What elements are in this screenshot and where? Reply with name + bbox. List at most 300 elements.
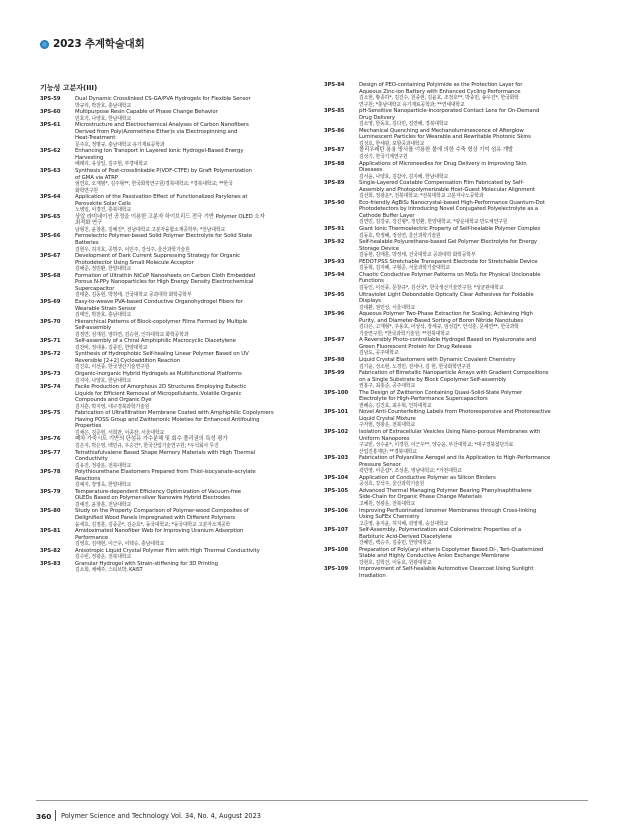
entry-title-line: Ferroelectric Polymer-based Solid Polymer Electrolyte for Solid State <box>75 233 252 240</box>
entry-title-line: Polythiourethane Elastomers Prepared from Thiol-isocyanate-acrylate <box>75 469 256 476</box>
entry-authors-line: 김소희, 채혜주, 스티브박, KAIST <box>75 567 143 574</box>
entry-code: 3PS-100 <box>324 389 349 396</box>
entry-authors-line: 박규리, 박찬호, 충남대학교 <box>75 102 131 109</box>
entry-authors-line: 화학연구원 <box>75 187 98 194</box>
abstract-entry <box>324 200 596 226</box>
entry-content <box>75 194 310 214</box>
entry-content <box>75 122 310 148</box>
entry-code: 3PS-83 <box>40 560 61 567</box>
entry-title-line: Dual Dynamic Crosslinked CS-GA/PVA Hydrogels for Flexible Sensor <box>75 96 251 102</box>
abstract-entry <box>324 226 596 239</box>
entry-title-line: 최적화 연구 <box>75 220 103 227</box>
entry-code: 3PS-77 <box>40 449 61 456</box>
entry-title-line: Reactions <box>75 475 101 482</box>
entry-authors-line: 김동호, 박정혜, 정성연, 울산과학기술원 <box>359 232 441 239</box>
entry-content <box>75 273 310 299</box>
abstract-entry <box>324 547 596 567</box>
page-number: 360 <box>36 812 52 821</box>
entry-title-line: Design of PEO-containing Polyimide as the Protection Layer for <box>359 82 523 88</box>
entry-code: 3PS-87 <box>324 147 345 154</box>
abstract-entry <box>324 409 596 429</box>
entry-authors-line: 강현호, 김학건, 이동호, 원광대학교 <box>359 559 432 566</box>
entry-title-line: Development of Dark Current Suppressing Strategy for Organic <box>75 253 241 260</box>
entry-content <box>75 436 310 449</box>
entry-title-line: Improvement of Self-healable Automotive Clearcoat Using Sunlight <box>359 566 534 573</box>
entry-content <box>359 429 594 455</box>
entry-authors-line: 김찬비, 정대용, 김종민, 한양대학교 <box>75 344 148 351</box>
abstract-entry <box>40 148 312 168</box>
entry-title-line: Having POSS Group and Zwitterionic Moieties for Enhanced Antifouling <box>75 416 260 423</box>
entry-title-line: 상압 라미네이션 공정을 이용한 고분자 하이브리드 전극 기반 Polymer OLED 소자 <box>75 213 265 220</box>
entry-title-line: Ultraviolet Light Debondable Optically Clear Adhesives for Foldable <box>359 291 534 298</box>
entry-content <box>359 226 594 239</box>
entry-content <box>75 450 310 470</box>
entry-title-line: Organic-inorganic Hybrid Hydrogels as Multifunctional Platforms <box>75 370 242 377</box>
entry-authors-line: 김지훈, 박지영, 대구경북과학기술원 <box>75 403 150 410</box>
entry-code: 3PS-107 <box>324 527 349 534</box>
entry-authors-line: 곽민영, 이준섭*, 조성훈, 영남대학교; *가천대학교 <box>359 468 462 475</box>
entry-code: 3PS-71 <box>40 338 61 345</box>
abstract-entry <box>40 338 312 351</box>
entry-title-line: Novel Anti-Counterfeiting Labels from Photoresponsive and Photoreactive <box>359 409 551 416</box>
entry-code: 3PS-66 <box>40 233 61 240</box>
abstract-entry <box>324 357 596 370</box>
entry-title-line: Displays <box>359 298 381 305</box>
abstract-entry <box>40 299 312 319</box>
abstract-entry <box>40 253 312 273</box>
entry-title-line: Aqueous Zinc-ion Battery with Enhanced Cycling Performance <box>359 88 521 95</box>
entry-title-line: Uniform Nanopores <box>359 435 410 442</box>
entry-title-line: Liquid Crystal Mixture <box>359 415 416 422</box>
entry-code: 3PS-84 <box>324 82 345 88</box>
abstract-entry <box>40 371 312 384</box>
entry-content <box>75 561 310 574</box>
entry-title-line: Hierarchical Patterns of Block-copolymer Films Formed by Multiple <box>75 318 248 325</box>
entry-title-line: A Reversibly Photo-controllable Hydrogel Based on Hyaluronate and <box>359 337 536 344</box>
abstract-entry <box>324 475 596 488</box>
entry-code: 3PS-90 <box>324 199 345 206</box>
entry-title-line: Formation of Ultrathin NiCoP Nanosheets on Carbon Cloth Embedded <box>75 272 256 279</box>
left-entry-list <box>40 96 312 574</box>
entry-code: 3PS-97 <box>324 337 345 344</box>
entry-authors-line: 민호기, 나양호, 한남대학교 <box>75 115 131 122</box>
abstract-entry <box>40 109 312 122</box>
abstract-entry <box>324 455 596 475</box>
entry-authors-line: 기술연구원; *한국과학기술원; **전북대학교 <box>359 330 450 337</box>
entry-title-line: Green Fluorescent Protein for Drug Release <box>359 343 472 350</box>
entry-authors-line: 김영호, 김태현, 이근우, 이택승, 충남대학교 <box>75 541 165 548</box>
entry-title-line: Single-Layered Coatable Compensation Film Fabricated by Self- <box>359 180 524 187</box>
abstract-entry <box>40 168 312 194</box>
entry-content <box>75 489 310 509</box>
entry-title-line: Study on the Property Comparison of Polymer-wood Composites of <box>75 508 249 515</box>
left-column <box>40 82 312 574</box>
entry-code: 3PS-61 <box>40 122 61 129</box>
entry-authors-line: 김현우, 허지호, 공명주, 이민주, 강석주, 울산과학기술원 <box>75 246 190 253</box>
entry-code: 3PS-59 <box>40 96 61 102</box>
entry-content <box>359 390 594 410</box>
entry-title-line: Fabrication of Polyaniline Aerogel and its Application to High-Performance <box>359 455 551 462</box>
entry-title-line: Microstructure and Electrochemical Analyses of Carbon Nanofibers <box>75 122 249 129</box>
entry-authors-line: 김수빈, 정광운, 전북대학교 <box>75 554 131 561</box>
entry-title-line: Application of Conductive Polymer as Silicon Binders <box>359 474 496 481</box>
entry-authors-line: 고혜원, 정광운, 전북대학교 <box>359 501 415 507</box>
entry-title-line: Self-healable Polyurethane-based Gel Polymer Electrolyte for Energy <box>359 239 538 246</box>
entry-authors-line: 김성기, 한국기계연구원 <box>359 154 408 161</box>
entry-code: 3PS-85 <box>324 108 345 115</box>
abstract-entry <box>324 527 596 547</box>
entry-authors-line: 김동인, 이선종, 문창규*, 김선국*, 한국생산기술연구원; *성균관대학교 <box>359 284 504 291</box>
entry-code: 3PS-74 <box>40 384 61 391</box>
entry-title-line: Supercapacitor <box>75 285 115 292</box>
entry-authors-line: 김다은, 고재형*, 주용호, 이상석, 장세규, 임성갑*, 안석훈, 문세연**, 한국과학 <box>359 324 519 331</box>
entry-title-line: Self-assembly <box>75 325 112 332</box>
entry-code: 3PS-93 <box>324 258 345 265</box>
entry-title-line: Isolation of Extracellular Vesicles Using Nano-porous Membranes with <box>359 428 541 435</box>
entry-authors-line: 김대환, 권민상, 서울대학교 <box>359 304 415 311</box>
journal-citation: Polymer Science and Technology Vol. 34, No. 4, August 2023 <box>61 812 262 820</box>
entry-code: 3PS-73 <box>40 370 61 377</box>
entry-code: 3PS-68 <box>40 272 61 279</box>
entry-code: 3PS-80 <box>40 508 61 515</box>
entry-content <box>75 109 310 122</box>
entry-code: 3PS-108 <box>324 546 349 553</box>
entry-title-line: Perovskite Solar Cells <box>75 200 131 207</box>
entry-title-line: Derived from Poly(Azomethine Ether)s via Electrospinning and <box>75 128 238 135</box>
entry-title-line: Application of the Passivation Effect of Functionalized Parylenes at <box>75 194 248 201</box>
entry-title-line: Liquid Crystal Elastomers with Dynamic Covalent Chemistry <box>359 356 516 363</box>
entry-content <box>75 351 310 371</box>
entry-title-line: Performance <box>75 534 109 541</box>
entry-content <box>75 508 310 528</box>
entry-content <box>75 371 310 384</box>
abstract-entry <box>324 488 596 508</box>
abstract-entry <box>40 436 312 449</box>
abstract-entry <box>324 180 596 200</box>
entry-content <box>75 214 310 234</box>
entry-code: 3PS-76 <box>40 436 61 443</box>
entry-code: 3PS-94 <box>324 271 345 278</box>
entry-code: 3PS-86 <box>324 127 345 134</box>
entry-title-line: Self-assembly of a Chiral Amphiphilic Macrocyclic Diacetylene <box>75 338 236 345</box>
entry-title-line: Irradiation <box>359 573 386 580</box>
entry-authors-line: 김예지, 장영욱, 한양대학교 <box>75 482 131 489</box>
entry-content <box>359 239 594 259</box>
entry-authors-line: 구자현, 정광운, 전북대학교 <box>359 422 415 429</box>
entry-authors-line: 김기윤, 성소현, 노경민, 전세나, 김 현, 한국화학연구원 <box>359 363 471 370</box>
entry-title-line: Assembly and Photopolymerizable Host-Guest Molecular Alignment <box>359 186 535 193</box>
entry-title-line: 폴리우레탄 용융 방사를 이용한 물에 의한 수축 형상 기억 섬유 개발 <box>359 147 514 154</box>
entry-authors-line: 김유진, 정광운, 전북대학교 <box>75 462 131 469</box>
entry-authors-line: 김예진, 윤창훈, 전남대학교 <box>75 501 131 508</box>
entry-title-line: Self-Assembly, Polymerization and Colorimetric Properties of a <box>359 527 522 534</box>
entry-content <box>359 527 594 547</box>
entry-title-line: Storage Device <box>359 245 399 252</box>
entry-title-line: Aqueous Polymer Two-Phase Extraction for Scaling, Achieving High <box>359 311 533 318</box>
entry-code: 3PS-92 <box>324 239 345 246</box>
entry-title-line: Luminescent Particles for Wearable and Rewritable Photonic Skins <box>359 134 531 141</box>
entry-content <box>75 469 310 489</box>
entry-title-line: Diseases <box>359 167 383 174</box>
entry-authors-line: 노병일, 이경진, 충북대학교 <box>75 207 131 214</box>
entry-content <box>75 319 310 339</box>
abstract-entry <box>324 272 596 292</box>
entry-title-line: Stable and Highly Conductive Anion Exchange Membrane <box>359 553 510 560</box>
entry-code: 3PS-109 <box>324 566 349 573</box>
entry-content <box>359 337 594 357</box>
entry-code: 3PS-78 <box>40 469 61 476</box>
abstract-entry <box>324 108 596 128</box>
entry-title-line: Barbituric Acid-Derived Diacetylene <box>359 533 452 540</box>
entry-code: 3PS-72 <box>40 351 61 358</box>
abstract-entry <box>324 311 596 337</box>
entry-code: 3PS-70 <box>40 318 61 325</box>
entry-authors-line: 김연민, 김강규, 강진형*, 정민환, 한양대학교; *광운대학교 반도체연구원 <box>359 219 508 226</box>
entry-title-line: Facile Production of Amorphous 2D Structures Employing Eutectic <box>75 384 247 391</box>
abstract-entry <box>324 429 596 455</box>
abstract-entry <box>324 292 596 312</box>
entry-authors-line: 강혜민, 백승주, 김종민, 한양대학교 <box>359 540 432 547</box>
entry-authors-line: 권혜승, 김진호, 최우혁, 인하대학교 <box>359 402 432 409</box>
entry-content <box>359 508 594 528</box>
entry-content <box>359 370 594 390</box>
entry-title-line: Fabrication of Bimetallic Nanoparticle Arrays with Gradient Compositions <box>359 370 549 377</box>
entry-authors-line: 문주호, 정명규, 충남대학교 유기재료공학과 <box>75 141 165 148</box>
footer-divider <box>36 800 588 801</box>
entry-title-line: Eco-friendly AgBiS₂ Nanocrystal-based High-Performance Quantum-Dot <box>359 199 545 206</box>
entry-title-line: Using SuFEx Chemistry <box>359 514 420 521</box>
entry-content <box>75 528 310 548</box>
entry-title-line: Preparation of Poly(aryl ether)s Copolymer Based Di-, Tert-Quaternized <box>359 546 544 553</box>
entry-title-line: Compounds and Organic Dye <box>75 397 152 404</box>
entry-code: 3PS-91 <box>324 226 345 233</box>
entry-code: 3PS-81 <box>40 528 61 535</box>
entry-code: 3PS-79 <box>40 488 61 495</box>
entry-title-line: Synthesis of Hydrophobic Self-healing Linear Polymer Based on UV <box>75 351 249 358</box>
entry-title-line: Purity, and Diameter-Based Sorting of Boron Nitride Nanotubes <box>359 317 524 324</box>
entry-authors-line: 김동혁, 김지혜, 구형준, 서울과학기술대학교 <box>359 265 450 272</box>
entry-authors-line: 김은지, 박은영, 백민규, 우승건*, 한국산업기술연구원; *우석회사 무진 <box>75 442 219 449</box>
entry-authors-line: 고준영, 용지윤, 허지혜, 곽영제, 숭실대학교 <box>359 520 449 527</box>
entry-content <box>75 168 310 194</box>
entry-title-line: Batteries <box>75 240 99 247</box>
entry-content <box>359 455 594 475</box>
entry-title-line: Improving Perfluorinated Ionomer Membranes through Cross-linking <box>359 507 537 514</box>
entry-authors-line: 연구원; *충남대학교 유기재료공학과; **연세대학교 <box>359 101 465 108</box>
entry-title-line: of GMA via ATRP <box>75 174 118 181</box>
entry-authors-line: 김진호, 이선종, 한국생산기술연구원 <box>75 364 150 371</box>
entry-content <box>75 253 310 273</box>
entry-code: 3PS-64 <box>40 194 61 201</box>
entry-content <box>359 147 594 160</box>
entry-title-line: Delignified Wood Panels Impregnated with Different Polymers <box>75 515 236 521</box>
entry-code: 3PS-65 <box>40 213 61 220</box>
abstract-entry <box>40 233 312 253</box>
abstract-entry <box>40 96 312 109</box>
abstract-entry <box>324 82 596 108</box>
entry-code: 3PS-95 <box>324 291 345 298</box>
abstract-entry <box>40 194 312 214</box>
entry-title-line: Pressure Sensor <box>359 461 401 468</box>
entry-title-line: Photodetectors by Introducing Novel Conjugated Polyelectrolyte as a <box>359 206 538 213</box>
abstract-entry <box>40 273 312 299</box>
entry-code: 3PS-75 <box>40 410 61 417</box>
abstract-entry <box>40 410 312 436</box>
entry-code: 3PS-103 <box>324 455 349 462</box>
entry-code: 3PS-101 <box>324 409 349 416</box>
entry-code: 3PS-99 <box>324 370 345 377</box>
abstract-entry <box>324 161 596 181</box>
page-header-title: 2023 추계학술대회 <box>53 38 145 50</box>
entry-title-line: pH-Sensitive Nanoparticle-Incorporated Contact Lens for On-Demand <box>359 108 540 115</box>
entry-content <box>75 384 310 410</box>
entry-title-line: Mechanical Quenching and Mechanoluminescence of Afterglow <box>359 127 524 134</box>
entry-title-line: Advanced Thermal Managing Polymer Bearing Phenylnaphthalene <box>359 487 532 494</box>
entry-content <box>359 292 594 312</box>
entry-content <box>359 566 594 579</box>
entry-title-line: on a Single Substrate by Block Copolymer Self-assembly <box>359 376 507 383</box>
entry-content <box>75 338 310 351</box>
abstract-entry <box>324 147 596 160</box>
entry-authors-line: 김소현, 황종하*, 김진수, 원종현, 김윤호, 조정호**, 박종민, 송우진*, 한국화학 <box>359 95 519 102</box>
entry-authors-line: 김동현, 김태훈, 박정태, 건국대학교 공과대학 화학공학부 <box>359 252 476 259</box>
entry-authors-line: 구교빈, 성수윤*, 이경원, 이근우**, 양승윤, 부산대학교; *대구경북첨단의료 <box>359 442 514 449</box>
entry-title-line: Easy-to-weave PVA-based Conductive Organohydrogel Fibers for <box>75 298 243 305</box>
abstract-entry <box>40 351 312 371</box>
entry-authors-line: 권홍구, 최홍준, 공주대학교 <box>359 383 415 390</box>
entry-title-line: Reversible [2+2] Cycloaddition Reaction <box>75 357 181 364</box>
entry-content <box>359 128 594 148</box>
entry-authors-line: 김소영, 한동호, 김다민, 김연해, 경북대학교 <box>359 121 449 128</box>
entry-content <box>359 259 594 272</box>
entry-title-line: The Design of Zwitterion Containing Quasi-Solid-State Polymer <box>359 389 523 396</box>
entry-authors-line: 김지아, 나양호, 한남대학교 <box>75 377 131 384</box>
entry-authors-line: 김선희, 정광운*, 전북대학교; *전북대학교 고분자나노공학과 <box>359 193 484 200</box>
abstract-entry <box>40 561 312 574</box>
entry-content <box>359 200 594 226</box>
entry-authors-line: 김채은, 김준현, 서희찬, 이종찬, 서울대학교 <box>75 429 165 436</box>
entry-code: 3PS-89 <box>324 180 345 187</box>
abstract-entry <box>324 239 596 259</box>
entry-content <box>359 82 594 108</box>
entry-content <box>75 299 310 319</box>
entry-title-line: Photodetector Using Small Molecule Acceptor <box>75 259 194 266</box>
entry-content <box>75 148 310 168</box>
entry-title-line: Conductivity <box>75 456 108 463</box>
abstract-entry <box>324 566 596 579</box>
entry-code: 3PS-88 <box>324 160 345 167</box>
abstract-entry <box>324 128 596 148</box>
entry-code: 3PS-105 <box>324 487 349 494</box>
entry-title-line: Fabrication of Ultrafiltration Membrane Coated with Amphiphilic Copolymers <box>75 410 274 417</box>
entry-code: 3PS-102 <box>324 428 349 435</box>
entry-title-line: Temperature-dependent Efficiency Optimization of Vacuum-free <box>75 488 242 495</box>
entry-title-line: PEDOT:PSS Stretchable Transparent Electrode for Stretchable Device <box>359 258 538 265</box>
entry-title-line: Wearable Strain Sensor <box>75 305 137 312</box>
entry-title-line: Applications of Microneedles for Drug Delivery in Improving Skin <box>359 160 527 167</box>
abstract-entry <box>324 259 596 272</box>
entry-code: 3PS-82 <box>40 547 61 554</box>
entry-content <box>359 161 594 181</box>
entry-authors-line: 공성호, 강석주, 울산과학기술원 <box>359 481 425 488</box>
entry-authors-line: 김남도, 공주대학교 <box>359 350 399 357</box>
section-title: 기능성 고분자(III) <box>40 84 98 92</box>
right-column <box>324 82 596 580</box>
footer-separator <box>55 810 56 821</box>
entry-title-line: Anisotropic Liquid Crystal Polymer Film with High Thermal Conductivity <box>75 547 260 554</box>
abstract-entry <box>40 489 312 509</box>
entry-title-line: 폐차 가죽시트 기반의 단섬유 가수분해 및 회수 폴리권의 특성 평가 <box>75 436 228 443</box>
entry-title-line: Synthesis of Post-crosslinkable P(VDF-CTFE) by Graft Polymerization <box>75 168 252 175</box>
entry-content <box>359 272 594 292</box>
entry-authors-line: 엄연호, 오재범*, 김주형**, 한국화학연구원/경북대학교; *경북대학교; **한국 <box>75 181 233 188</box>
entry-title-line: Multipurpose Resin Capable of Phase Change Behavior <box>75 109 218 116</box>
entry-authors-line: 김정연, 심재원, 염하연, 김승현, 인하대학교 화학공학과 <box>75 331 189 338</box>
entry-code: 3PS-62 <box>40 148 61 155</box>
entry-content <box>359 475 594 488</box>
entry-title-line: Granular Hydrogel with Strain-stiffening for 3D Printing <box>75 560 218 567</box>
entry-authors-line: 김태인, 박찬호, 충남대학교 <box>75 312 131 319</box>
entry-title-line: Harvesting <box>75 154 104 161</box>
entry-authors-line: 김성호, 한세광, 포항공과대학교 <box>359 140 425 147</box>
entry-title-line: Amidoximated Nanofiber Web for Improving Uranium Adsorption <box>75 528 244 535</box>
abstract-entry <box>40 214 312 234</box>
entry-title-line: Electrolyte for High-Performance Supercapacitors <box>359 396 488 403</box>
bullet-circle-icon <box>40 40 49 49</box>
entry-content <box>75 96 310 109</box>
abstract-entry <box>40 122 312 148</box>
abstract-entry <box>40 528 312 548</box>
abstract-entry <box>324 508 596 528</box>
entry-code: 3PS-69 <box>40 298 61 305</box>
entry-title-line: OLEDs Based on Polymer-silver Nanowire Hybrid Electrodes <box>75 495 230 502</box>
entry-content <box>75 233 310 253</box>
entry-code: 3PS-104 <box>324 474 349 481</box>
abstract-entry <box>40 508 312 528</box>
abstract-entry <box>324 370 596 390</box>
abstract-entry <box>40 319 312 339</box>
entry-title-line: Porous N-PPy Nanoparticles for High Energy Density Electrochemical <box>75 279 254 286</box>
entry-content <box>75 548 310 561</box>
entry-code: 3PS-96 <box>324 311 345 318</box>
entry-code: 3PS-60 <box>40 109 61 116</box>
entry-content <box>359 180 594 200</box>
abstract-entry <box>40 384 312 410</box>
entry-title-line: Heat-Treatment <box>75 135 116 142</box>
entry-title-line: Drug Delivery <box>359 114 395 121</box>
entry-title-line: Liquids for Efficient Removal of Micropollutants, Volatile Organic <box>75 390 242 397</box>
entry-authors-line: 남형진, 윤창훈, 김혜진*, 전남대학교 고분자융합소재공학부; *전남대학교 <box>75 226 225 233</box>
abstract-entry <box>40 469 312 489</box>
entry-authors-line: 김해준, 정민환, 한양대학교 <box>75 266 131 273</box>
entry-code: 3PS-106 <box>324 507 349 514</box>
abstract-entry <box>324 337 596 357</box>
entry-title-line: Side-Chain for Organic Phase Change Materials <box>359 494 482 501</box>
abstract-entry <box>324 390 596 410</box>
entry-authors-line: 김태훈, 김동현, 박정태, 건국대학교 공과대학 화학공학부 <box>75 292 192 299</box>
entry-authors-line: 배래리, 유성일, 김주현, 부경대학교 <box>75 161 148 168</box>
entry-content <box>359 357 594 370</box>
entry-content <box>75 410 310 436</box>
entry-title-line: Chaotic Conductive Polymer Patterns on MoS₂ for Physical Unclonable <box>359 271 541 278</box>
entry-title-line: Cathode Buffer Layer <box>359 212 415 219</box>
entry-title-line: Giant Ionic Thermoelectric Property of Self-healable Polymer Complex <box>359 226 541 233</box>
entry-authors-line: 윤세호, 김정훈, 김종준*, 김순호*, 동국대학교; *동국대학교 고분자소재공학 <box>75 521 231 528</box>
entry-title-line: Properties <box>75 423 102 430</box>
entry-content <box>359 311 594 337</box>
entry-title-line: Functions <box>359 278 384 285</box>
entry-content <box>359 108 594 128</box>
